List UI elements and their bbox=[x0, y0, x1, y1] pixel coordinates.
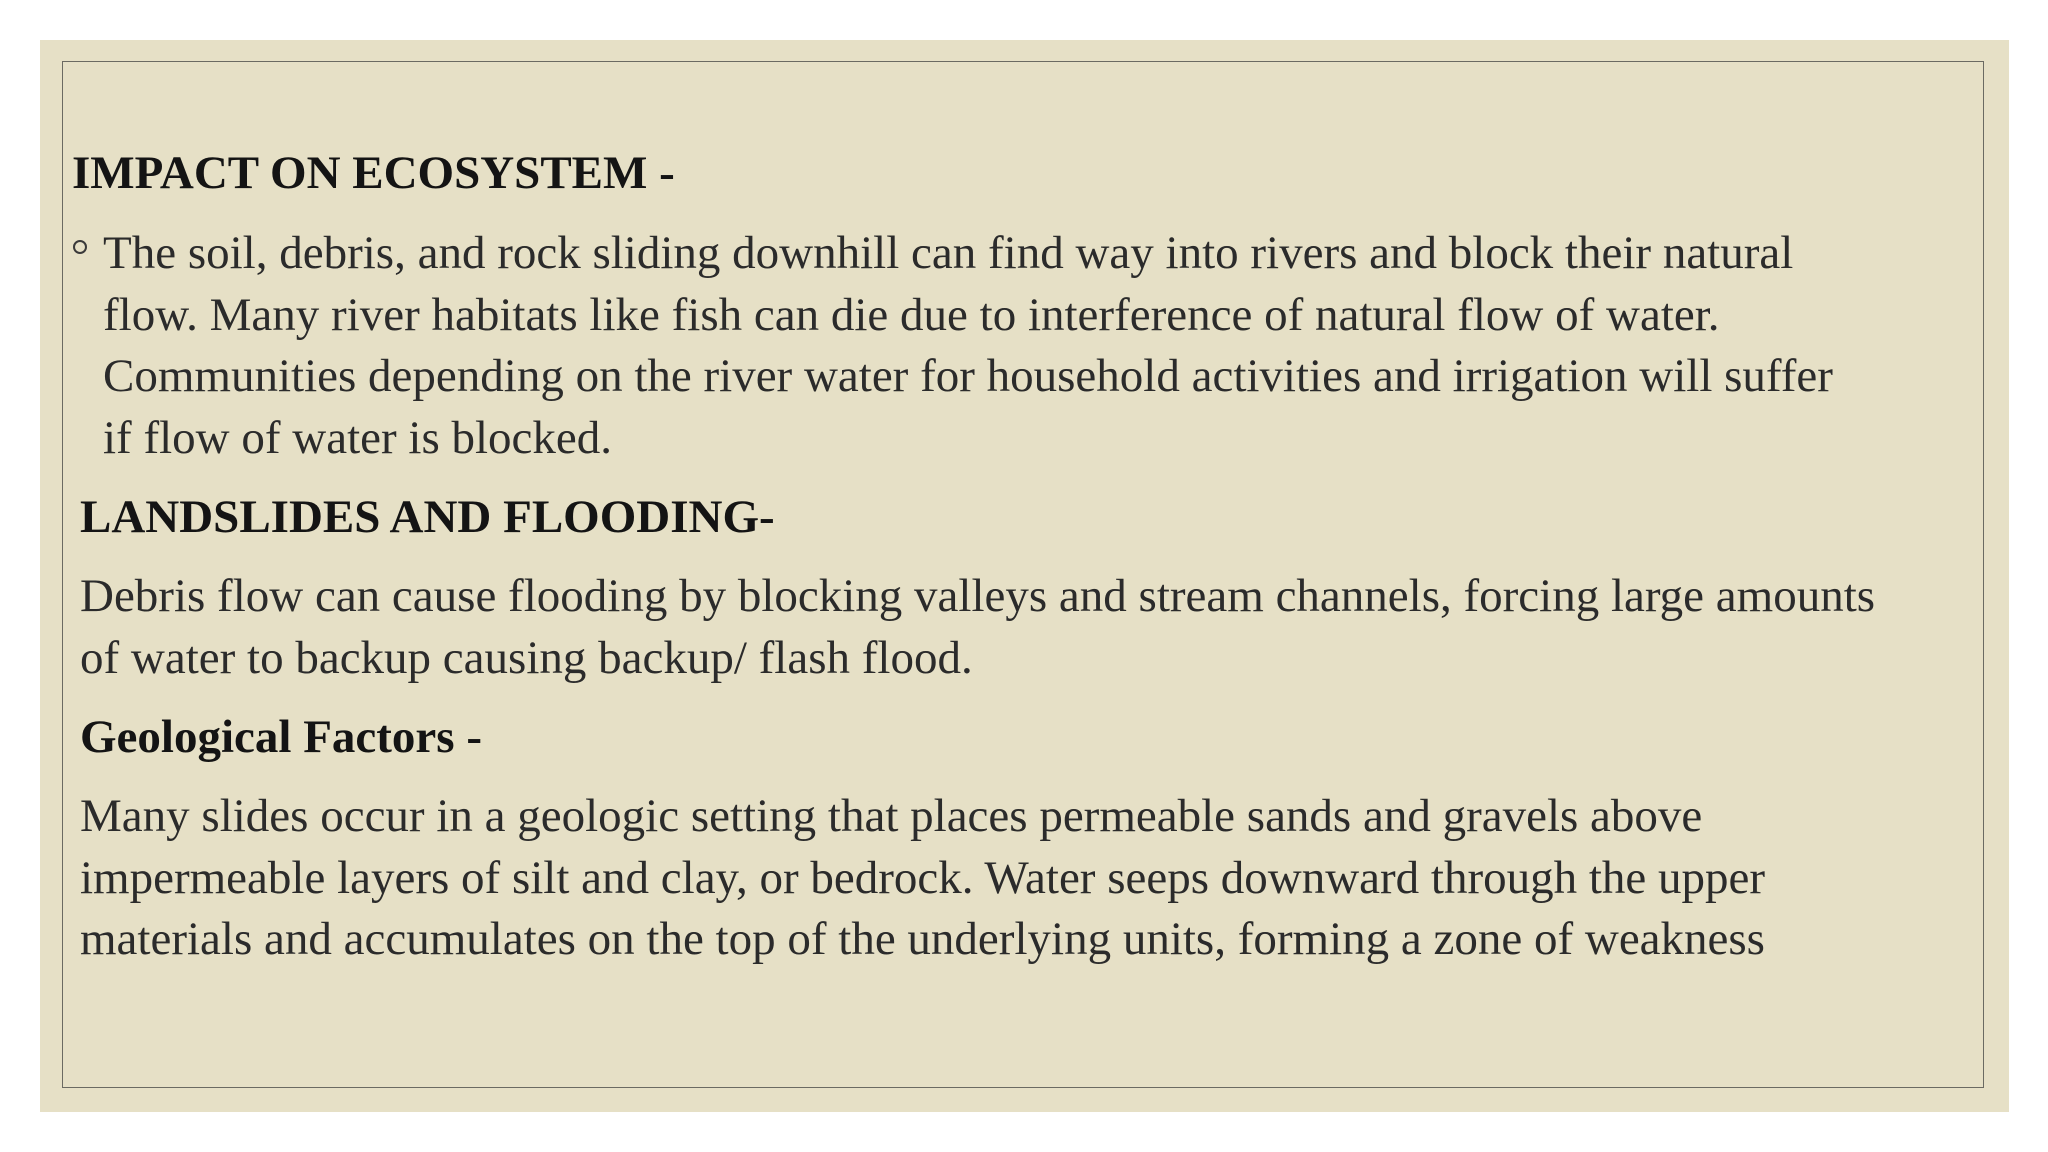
text-line: of water to backup causing backup/ flash flood. bbox=[80, 631, 973, 684]
bullet-item-impact bbox=[72, 223, 1992, 469]
text-line: flow. Many river habitats like fish can die due to interference of natural flow of water. bbox=[103, 288, 1720, 341]
text-line: Debris flow can cause flooding by blocking valleys and stream channels, forcing large amounts bbox=[80, 570, 1876, 622]
text-line: if flow of water is blocked. bbox=[103, 411, 613, 464]
heading-geological-factors: Geological Factors - bbox=[80, 711, 482, 763]
slide-content bbox=[72, 143, 1992, 971]
heading-landslides-and-flooding: LANDSLIDES AND FLOODING- bbox=[80, 491, 775, 543]
text-line: The soil, debris, and rock sliding downhill can find way into rivers and block their natural bbox=[103, 227, 1794, 279]
paragraph-geological bbox=[80, 786, 1992, 971]
hollow-bullet-icon bbox=[73, 240, 87, 254]
text-line: materials and accumulates on the top of the underlying units, forming a zone of weakness bbox=[80, 913, 1765, 965]
slide bbox=[40, 40, 2009, 1112]
text-line: Many slides occur in a geologic setting that places permeable sands and gravels above bbox=[80, 790, 1703, 842]
text-line: Communities depending on the river water for household activities and irrigation will suffer bbox=[103, 350, 1833, 402]
bullet-paragraph-impact bbox=[103, 223, 1992, 469]
paragraph-flooding bbox=[80, 566, 1992, 689]
text-line: impermeable layers of silt and clay, or bedrock. Water seeps downward through the upper bbox=[80, 851, 1766, 904]
heading-impact-on-ecosystem: IMPACT ON ECOSYSTEM - bbox=[72, 147, 675, 199]
